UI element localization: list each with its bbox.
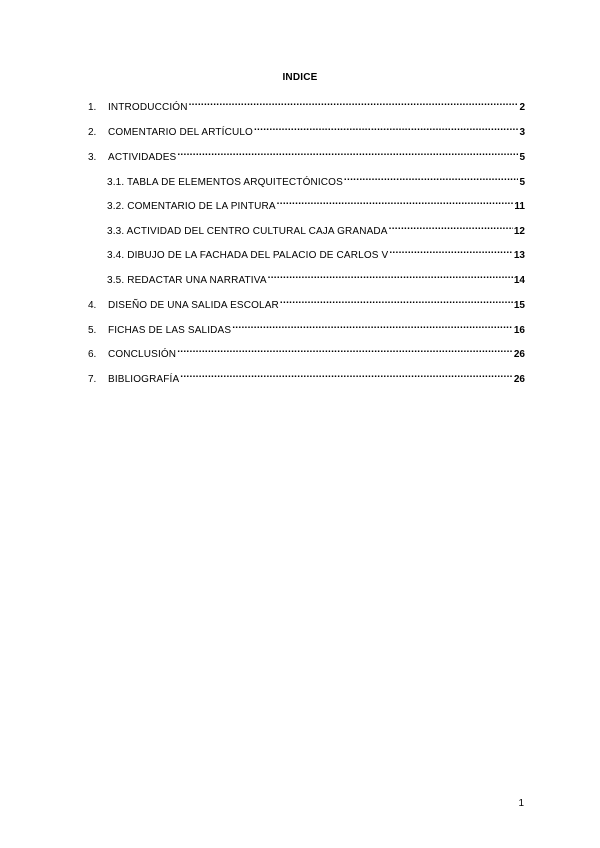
toc-entry-number: 2.	[88, 127, 97, 138]
toc-entry-number: 5.	[88, 325, 97, 336]
toc-entry-page: 12	[513, 226, 525, 237]
dot-leader	[254, 121, 518, 135]
toc-entry-page: 14	[513, 275, 525, 286]
toc-subentry[interactable]	[107, 220, 525, 237]
dot-leader	[180, 368, 513, 382]
toc-entry[interactable]	[88, 343, 525, 360]
toc-entry-label: BIBLIOGRAFÍA	[108, 374, 180, 385]
toc-entry[interactable]	[88, 121, 525, 138]
toc-entry-page: 5	[519, 152, 525, 163]
toc-entry-label: 3.1. TABLA DE ELEMENTOS ARQUITECTÓNICOS	[107, 177, 343, 188]
toc-entry[interactable]	[88, 319, 525, 336]
toc-entry-page: 11	[514, 201, 525, 212]
toc-entry-page: 26	[513, 374, 525, 385]
page-title: INDICE	[282, 72, 318, 83]
toc-entry-label: COMENTARIO DEL ARTÍCULO	[108, 127, 253, 138]
dot-leader	[389, 220, 513, 234]
dot-leader	[344, 171, 519, 185]
toc-entry-label: CONCLUSIÓN	[108, 349, 177, 360]
toc-subentry[interactable]	[107, 195, 525, 212]
toc-entry-label: FICHAS DE LAS SALIDAS	[108, 325, 232, 336]
toc-entry-label: ACTIVIDADES	[108, 152, 177, 163]
toc-entry-page: 15	[513, 300, 525, 311]
dot-leader	[280, 294, 513, 308]
toc-entry-label: 3.4. DIBUJO DE LA FACHADA DEL PALACIO DE CARLOS V	[107, 250, 389, 261]
toc-entry-label: 3.5. REDACTAR UNA NARRATIVA	[107, 275, 267, 286]
page-number: 1	[518, 798, 524, 809]
dot-leader	[389, 244, 513, 258]
dot-leader	[277, 195, 514, 209]
toc-entry-page: 26	[513, 349, 525, 360]
toc-entry-label: DISEÑO DE UNA SALIDA ESCOLAR	[108, 300, 279, 311]
toc-entry-page: 2	[519, 102, 525, 113]
toc-entry-number: 3.	[88, 152, 97, 163]
dot-leader	[177, 343, 513, 357]
dot-leader	[232, 319, 513, 333]
toc-entry[interactable]	[88, 146, 525, 163]
toc-subentry[interactable]	[107, 269, 525, 286]
toc-entry-label: 3.2. COMENTARIO DE LA PINTURA	[107, 201, 276, 212]
toc-entry[interactable]	[88, 368, 525, 385]
toc-entry-number: 6.	[88, 349, 97, 360]
dot-leader	[177, 146, 518, 160]
toc-subentry[interactable]	[107, 171, 525, 188]
toc-entry-page: 13	[513, 250, 525, 261]
toc-entry-number: 4.	[88, 300, 97, 311]
toc-entry-label: INTRODUCCIÓN	[108, 102, 188, 113]
dot-leader	[189, 96, 519, 110]
toc-entry-page: 16	[513, 325, 525, 336]
dot-leader	[268, 269, 513, 283]
toc-entry[interactable]	[88, 294, 525, 311]
toc-entry-page: 3	[519, 127, 525, 138]
toc-entry-number: 7.	[88, 374, 97, 385]
toc-entry-number: 1.	[88, 102, 97, 113]
toc-entry-label: 3.3. ACTIVIDAD DEL CENTRO CULTURAL CAJA GRANADA	[107, 226, 388, 237]
toc-entry-page: 5	[519, 177, 525, 188]
toc-subentry[interactable]	[107, 244, 525, 261]
toc-entry[interactable]	[88, 96, 525, 113]
